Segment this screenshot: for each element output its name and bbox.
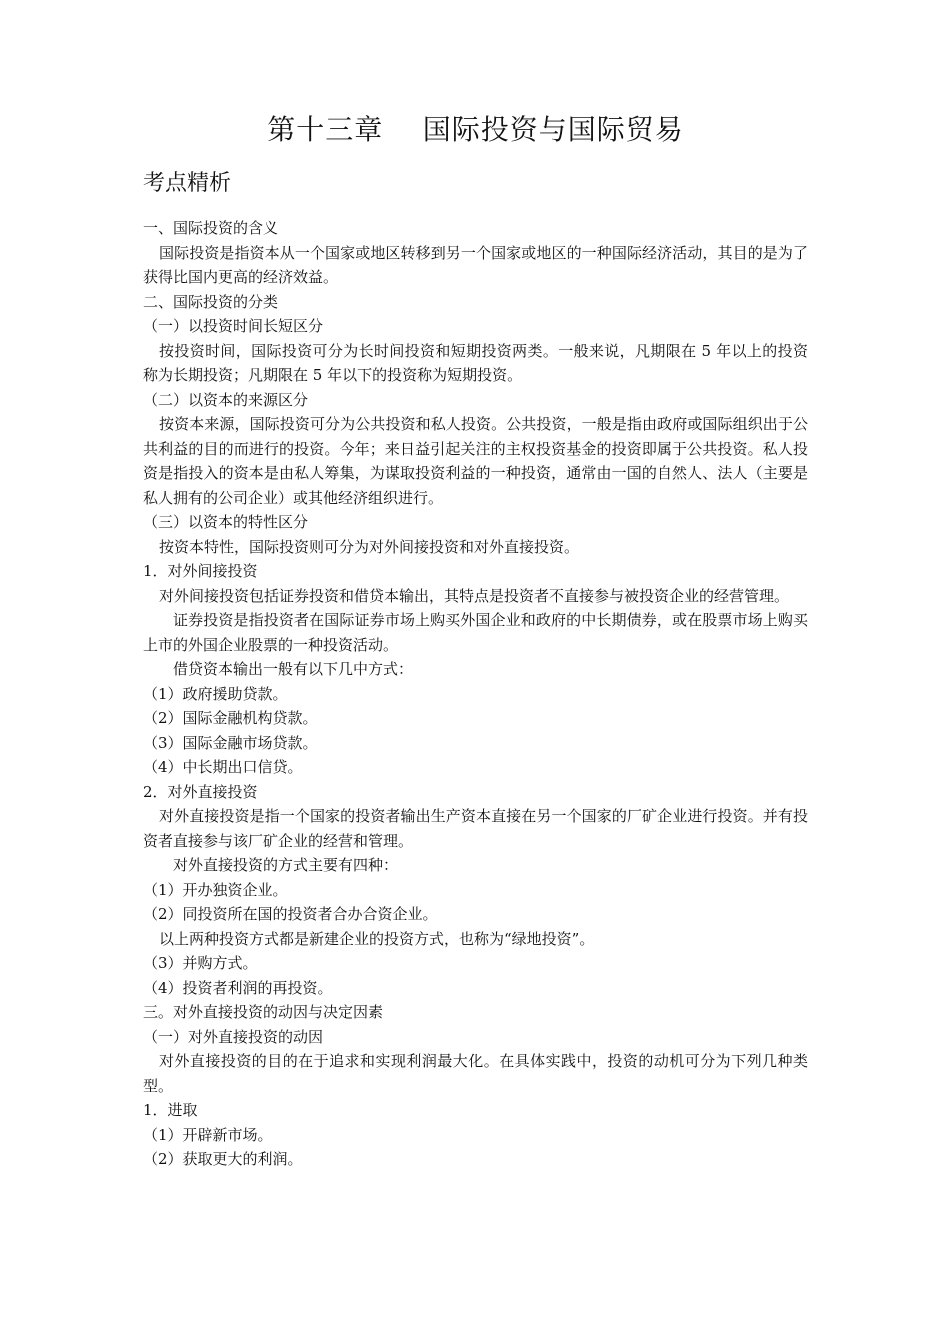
heading-line: 2．对外直接投资 [143,782,258,801]
heading-line: 二、国际投资的分类 [143,292,279,311]
heading-line: 三。对外直接投资的动因与决定因素 [143,1003,384,1021]
list-item: （4）投资者利润的再投资。 [143,978,333,997]
list-item: （1）政府援助贷款。 [143,684,288,703]
list-item: （2）国际金融机构贷款。 [143,709,318,727]
paragraph: 对外直接投资是指一个国家的投资者输出生产资本直接在另一个国家的厂矿企业进行投资。并有投资者直接参与该厂矿企业的经营和管理。 [143,807,808,850]
paragraph: 按投资时间，国际投资可分为长时间投资和短期投资两类。一般来说，凡期限在 5 年以上的投资称为长期投资；凡期限在 5 年以下的投资称为短期投资。 [143,341,808,384]
document-body [143,216,808,1172]
paragraph: 按资本特性，国际投资则可分为对外间接投资和对外直接投资。 [159,537,580,556]
heading-line: （二）以资本的来源区分 [143,390,309,409]
paragraph: 证券投资是指投资者在国际证券市场上购买外国企业和政府的中长期债券，或在股票市场上购买上市的外国企业股票的一种投资活动。 [143,611,808,654]
heading-line: （三）以资本的特性区分 [143,513,309,531]
paragraph: 对外直接投资的目的在于追求和实现利润最大化。在具体实践中，投资的动机可分为下列几种类型。 [143,1052,808,1095]
paragraph: 对外直接投资的方式主要有四种： [173,856,399,874]
list-item: （4）中长期出口信贷。 [143,758,303,776]
heading-line: （一）以投资时间长短区分 [143,317,324,335]
paragraph: 按资本来源，国际投资可分为公共投资和私人投资。公共投资，一般是指由政府或国际组织出于公共利益的目的而进行的投资。今年；来日益引起关注的主权投资基金的投资即属于公共投资。私人投资是指投入的资本是由私人筹集，为谋取投资利益的一种投资，通常由一国的自然人、法人（主要是私人拥有的公司企业）或其他经济组织进行。 [143,415,808,507]
list-item: （3）国际金融市场贷款。 [143,733,318,752]
heading-line: 1．进取 [143,1101,198,1119]
paragraph: 以上两种投资方式都是新建企业的投资方式，也称为“绿地投资”。 [159,929,595,948]
heading-line: （一）对外直接投资的动因 [143,1027,324,1046]
paragraph: 借贷资本输出一般有以下几中方式： [173,660,414,678]
list-item: （2）同投资所在国的投资者合办合资企业。 [143,905,438,923]
paragraph: 对外间接投资包括证券投资和借贷本输出，其特点是投资者不直接参与被投资企业的经营管理。 [159,586,790,605]
heading-line: 1．对外间接投资 [143,562,258,580]
heading-line: 一、国际投资的含义 [143,219,279,237]
list-item: （2）获取更大的利润。 [143,1150,303,1168]
paragraph: 国际投资是指资本从一个国家或地区转移到另一个国家或地区的一种国际经济活动，其目的是为了获得比国内更高的经济效益。 [143,243,808,286]
list-item: （3）并购方式。 [143,954,258,972]
list-item: （1）开辟新市场。 [143,1125,273,1144]
section-heading: 考点精析 [143,171,232,196]
list-item: （1）开办独资企业。 [143,880,288,899]
chapter-title: 第十三章 国际投资与国际贸易 [267,113,684,146]
